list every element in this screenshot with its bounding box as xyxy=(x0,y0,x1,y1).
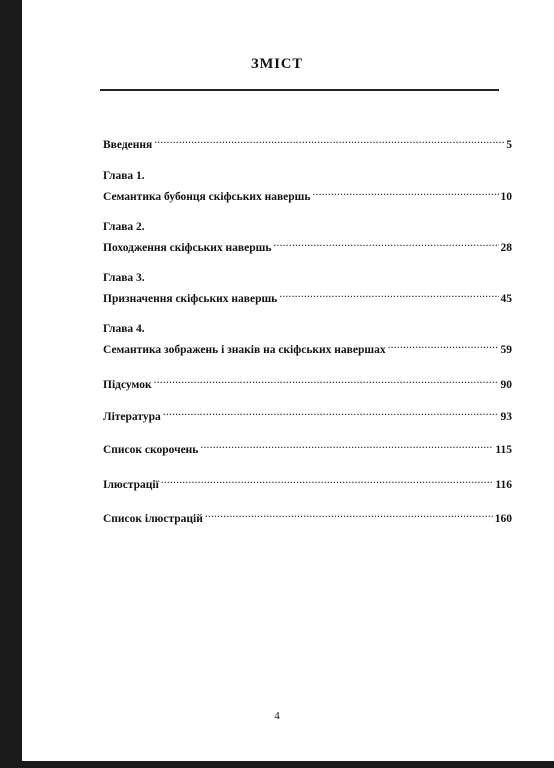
toc-entry-label: Семантика бубонця скіфських навершь xyxy=(103,191,311,203)
toc-entry-page: 115 xyxy=(495,444,512,456)
document-page xyxy=(22,0,554,761)
toc-entry-chapter-2[interactable] xyxy=(103,219,512,254)
toc-entry-page: 45 xyxy=(500,293,512,305)
viewer-frame-bottom xyxy=(0,761,554,768)
toc-entry-label: Походження скіфських навершь xyxy=(103,242,272,254)
toc-entry-page: 90 xyxy=(500,379,512,391)
dot-leader xyxy=(279,286,498,302)
toc-chapter-heading: Глава 3. xyxy=(103,272,145,284)
toc-entry-page: 93 xyxy=(500,411,512,423)
toc-entry-list-of-illustrations[interactable] xyxy=(103,506,512,525)
toc-entry-page: 10 xyxy=(500,191,512,203)
dot-leader xyxy=(200,437,493,453)
dot-leader xyxy=(273,235,498,251)
title-divider xyxy=(100,89,499,91)
dot-leader xyxy=(163,404,499,420)
dot-leader xyxy=(312,184,498,200)
toc-entry-page: 28 xyxy=(500,242,512,254)
toc-chapter-heading: Глава 1. xyxy=(103,170,145,182)
viewer-frame-left xyxy=(0,0,22,768)
dot-leader xyxy=(154,132,504,148)
dot-leader xyxy=(161,472,494,488)
page-title: ЗМІСТ xyxy=(250,56,304,72)
toc-entry-page: 5 xyxy=(506,139,512,151)
toc-entry-label: Список ілюстрацій xyxy=(103,513,203,525)
toc-entry-page: 160 xyxy=(494,513,512,525)
toc-entry-introduction[interactable] xyxy=(103,132,512,151)
toc-entry-abbreviations[interactable] xyxy=(103,437,512,456)
toc-chapter-heading: Глава 2. xyxy=(103,221,145,233)
dot-leader xyxy=(388,337,499,353)
toc-entry-chapter-1[interactable] xyxy=(103,168,512,203)
toc-entry-label: Список скорочень xyxy=(103,444,199,456)
toc-entry-literature[interactable] xyxy=(103,404,512,423)
toc-entry-page: 116 xyxy=(495,479,512,491)
dot-leader xyxy=(205,506,493,522)
page-number: 4 xyxy=(274,710,280,722)
toc-entry-label: Література xyxy=(103,411,161,423)
toc-entry-label: Ілюстрації xyxy=(103,479,159,491)
toc-entry-label: Семантика зображень і знаків на скіфських навершах xyxy=(103,344,386,356)
toc-entry-label: Введення xyxy=(103,139,153,151)
toc-entry-label: Призначення скіфських навершь xyxy=(103,293,278,305)
toc-entry-illustrations[interactable] xyxy=(103,472,512,491)
toc-entry-label: Підсумок xyxy=(103,379,152,391)
dot-leader xyxy=(154,372,499,388)
toc-entry-chapter-3[interactable] xyxy=(103,270,512,305)
toc-entry-summary[interactable] xyxy=(103,372,512,391)
toc-chapter-heading: Глава 4. xyxy=(103,323,145,335)
toc-entry-chapter-4[interactable] xyxy=(103,321,512,356)
toc-entry-page: 59 xyxy=(500,344,512,356)
